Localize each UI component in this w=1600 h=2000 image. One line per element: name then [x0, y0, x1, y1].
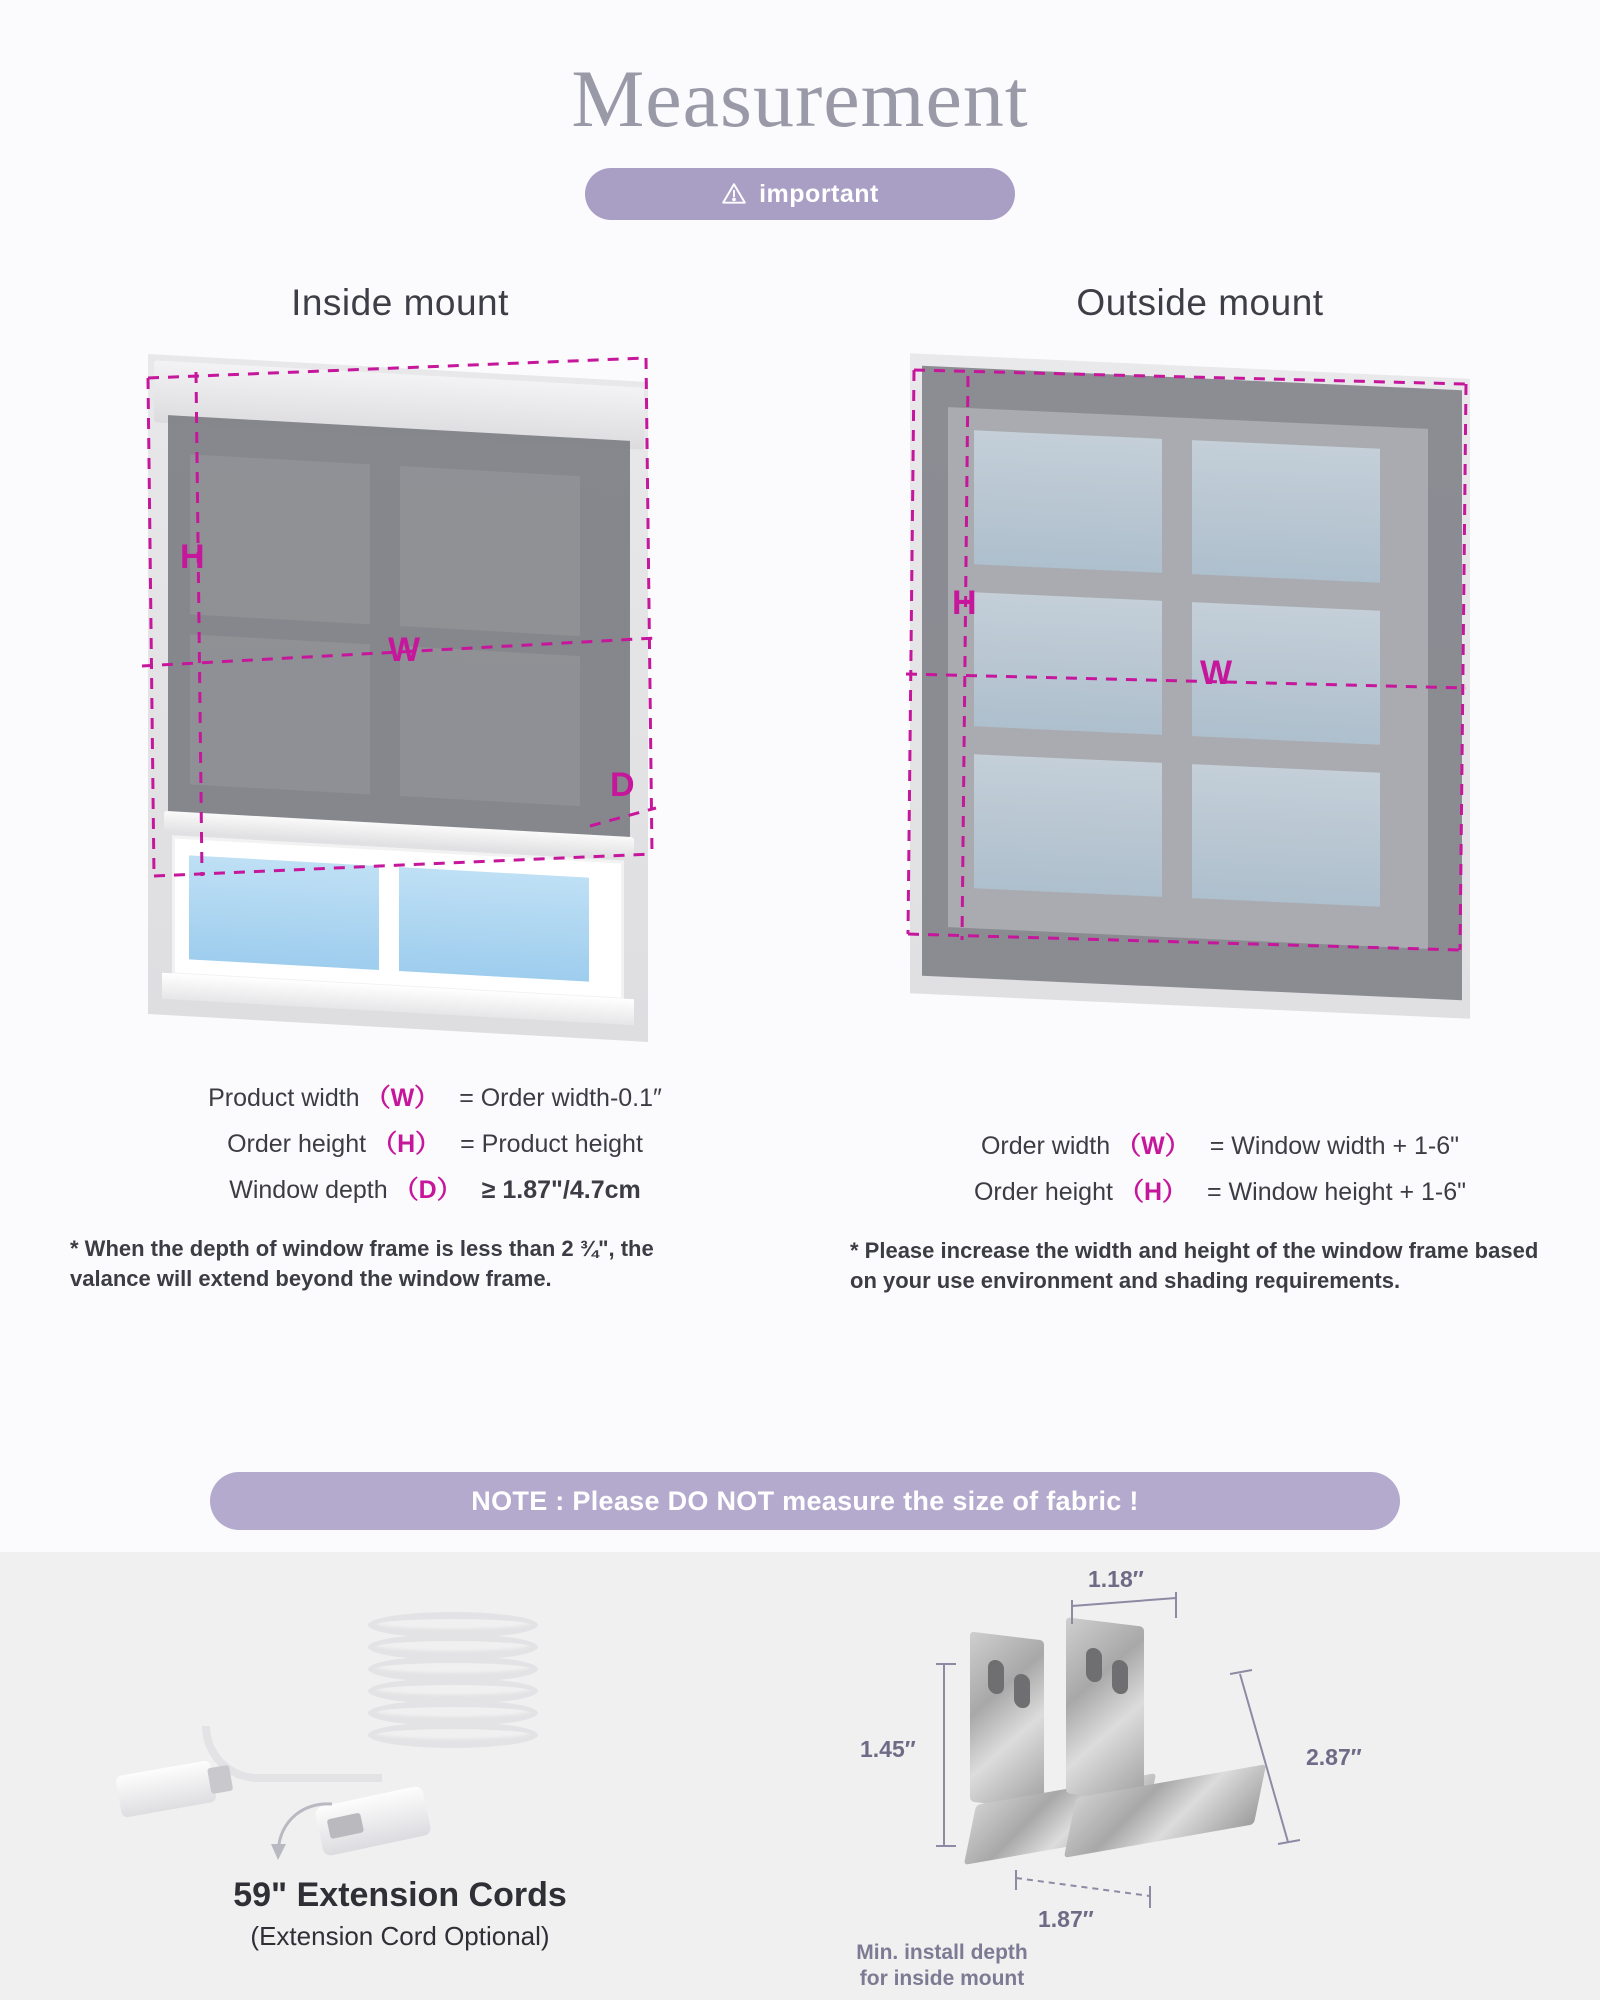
usb-a-connector	[115, 1760, 217, 1818]
extension-cord-caption	[90, 1876, 710, 1952]
extension-cord-illustration	[90, 1600, 710, 1951]
inside-width-label: W	[388, 631, 421, 669]
outside-mount-heading: Outside mount	[1076, 282, 1324, 323]
spec-value: = Product height	[460, 1130, 643, 1158]
inside-mount-heading: Inside mount	[291, 282, 509, 323]
roller-shade	[168, 415, 630, 841]
outside-footnote: * Please increase the width and height of the window frame based on your use environment and shading requirements.	[850, 1238, 1539, 1293]
mount-comparison	[0, 282, 1600, 1295]
bracket-dim-bottom: 1.87″	[1038, 1906, 1094, 1932]
note-banner: NOTE : Please DO NOT measure the size of fabric !	[210, 1472, 1400, 1530]
spec-value: = Order width-0.1″	[459, 1084, 662, 1112]
spec-symbol: （W）	[1116, 1132, 1190, 1160]
spec-row	[840, 1126, 1600, 1162]
inside-mount-illustration	[120, 356, 680, 1056]
important-badge-label: important	[759, 179, 879, 208]
window-frame	[948, 407, 1428, 949]
inside-spec-list	[0, 1078, 800, 1293]
spec-label: Order height	[227, 1130, 367, 1158]
spec-label: Window depth	[229, 1176, 388, 1204]
bracket-depth-caption-line2: for inside mount	[859, 1967, 1025, 1991]
spec-label: Product width	[208, 1084, 360, 1112]
page-title: Measurement	[571, 53, 1029, 144]
spec-value: = Window height + 1-6"	[1207, 1178, 1467, 1206]
inside-mount-column	[0, 282, 800, 1295]
spec-symbol: （D）	[393, 1176, 462, 1204]
spec-label: Order height	[973, 1178, 1113, 1206]
bracket-dim-right: 2.87″	[1306, 1744, 1362, 1770]
bracket-dimension-lines	[820, 1578, 1520, 1978]
spec-value: ≥ 1.87"/4.7cm	[481, 1176, 641, 1204]
window-frame	[172, 835, 624, 1000]
important-badge	[585, 168, 1015, 220]
inside-depth-label: D	[610, 766, 635, 804]
bracket-dim-left: 1.45″	[860, 1736, 916, 1762]
spec-row	[70, 1078, 800, 1114]
spec-symbol: （H）	[372, 1130, 441, 1158]
spec-row	[70, 1170, 800, 1206]
bracket-illustration	[820, 1566, 1520, 1991]
outside-height-label: H	[952, 584, 977, 622]
spec-symbol: （H）	[1118, 1178, 1187, 1206]
outside-mount-column	[800, 282, 1600, 1295]
inside-height-label: H	[180, 538, 205, 576]
spec-value: = Window width + 1-6"	[1209, 1132, 1460, 1160]
bracket-dim-top: 1.18″	[1088, 1566, 1144, 1592]
inside-footnote: * When the depth of window frame is less than 2 ¾", the valance will extend beyond the window frame.	[70, 1236, 654, 1291]
bracket-depth-caption-line1: Min. install depth	[856, 1941, 1028, 1964]
bracket-depth-caption	[792, 1940, 1092, 1993]
spec-row	[840, 1172, 1600, 1208]
extension-cord-subtitle: (Extension Cord Optional)	[250, 1921, 550, 1951]
spec-symbol: （W）	[365, 1084, 440, 1112]
extension-cord-title: 59" Extension Cords	[233, 1876, 567, 1914]
outside-width-label: W	[1200, 654, 1233, 692]
curved-arrow-icon	[262, 1796, 352, 1876]
spec-label: Order width	[980, 1132, 1111, 1160]
warning-triangle-icon	[721, 181, 747, 207]
outside-mount-illustration	[900, 356, 1500, 1116]
outside-spec-list	[800, 1126, 1600, 1295]
usb-cable-icon	[368, 1612, 538, 1762]
spec-row	[70, 1124, 800, 1160]
